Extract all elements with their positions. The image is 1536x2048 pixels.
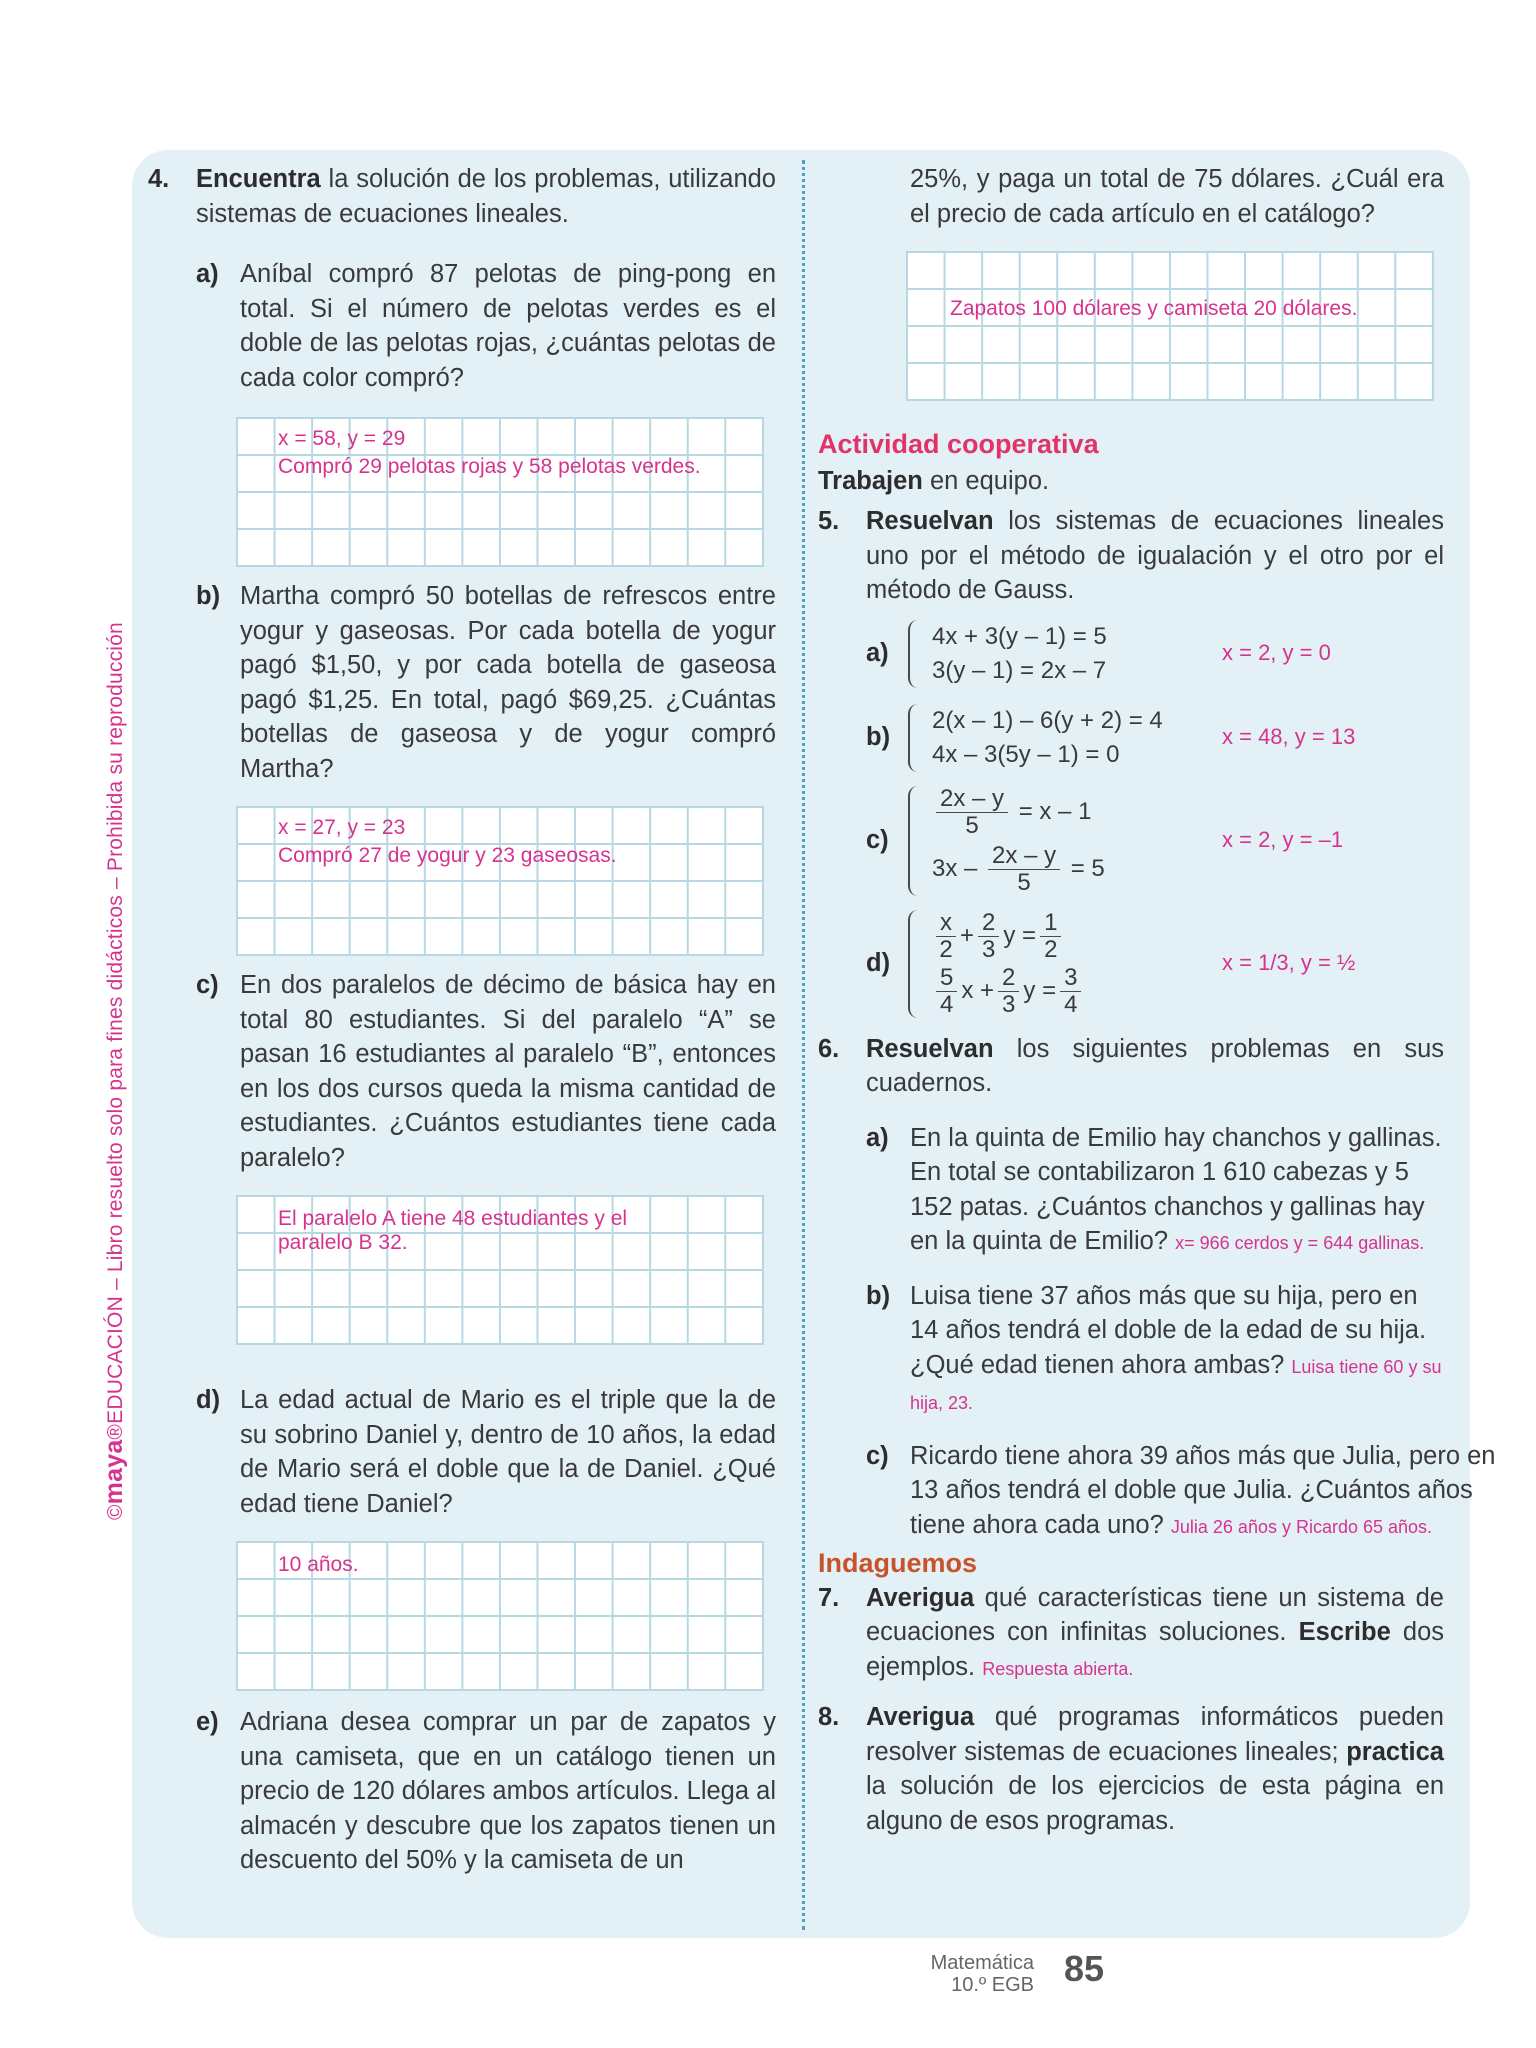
brace-icon	[908, 910, 920, 1018]
fraction: $\frac{1}{2}$	[1040, 910, 1061, 963]
answer-line: x = 27, y = 23	[278, 816, 406, 839]
system-answer: x = 1/3, y = ½	[1222, 950, 1356, 976]
problem-label: c)	[866, 1441, 889, 1470]
problem-text: Ricardo tiene ahora 39 años más que Julia, pero en 13 años tendrá el doble que Julia. ¿Cuántos años tiene ahora cada uno? Julia 26 años y Ricardo 65 años.	[910, 1441, 1496, 1539]
answer-grid-4a[interactable]	[236, 417, 764, 567]
problem-4d	[196, 1383, 776, 1521]
exercise-answer: Respuesta abierta.	[982, 1658, 1134, 1679]
problem-6c	[866, 1439, 1506, 1545]
problem-answer: Luisa tiene 60 y su hija, 23.	[910, 1356, 1442, 1413]
fraction: $\frac{5}{4}$	[936, 965, 957, 1018]
problem-text: Martha compró 50 botellas de refrescos entre yogur y gaseosas. Por cada botella de yogur pagó $1,50, y por cada botella de gaseosa pagó $1,25. En total, pagó $69,25. ¿Cuántas botellas de gaseosa y de yogur compró Martha?	[240, 582, 776, 783]
copyright-text: EDUCACIÓN – Libro resuelto solo para fines didácticos – Prohibida su reproducción	[104, 622, 127, 1424]
equation: 4x + 3(y – 1) = 5	[932, 622, 1107, 650]
fraction: $\frac{2x - y}{5}$	[936, 786, 1008, 839]
exercise-instruction: Resuelvan los sistemas de ecuaciones lineales uno por el método de igualación y el otro por el método de Gauss.	[866, 507, 1444, 604]
brace-icon	[908, 786, 920, 896]
cooperative-activity-heading: Actividad cooperativa	[818, 429, 1099, 459]
system-answer: x = 48, y = 13	[1222, 724, 1356, 750]
fraction: $\frac{x}{2}$	[936, 910, 956, 963]
copyright-symbol: ©	[104, 1504, 127, 1520]
answer-grid-4b[interactable]	[236, 806, 764, 956]
exercise-8	[818, 1700, 1444, 1838]
equation: 2(x – 1) – 6(y + 2) = 4	[932, 706, 1163, 734]
problem-4a	[196, 257, 776, 395]
system-label: d)	[866, 949, 891, 978]
exercise-instruction: Averigua qué programas informáticos pueden resolver sistemas de ecuaciones lineales; practica la solución de los ejercicios de esta página en alguno de esos programas.	[866, 1703, 1444, 1835]
answer-line: Zapatos 100 dólares y camiseta 20 dólares.	[950, 297, 1358, 320]
problem-text: Luisa tiene 37 años más que su hija, pero en 14 años tendrá el doble de la edad de su hija. ¿Qué edad tienen ahora ambas? Luisa tiene 60 y su hija, 23.	[910, 1281, 1442, 1413]
exercise-5	[818, 504, 1444, 608]
problem-answer: Julia 26 años y Ricardo 65 años.	[1170, 1516, 1433, 1537]
problem-label: c)	[196, 971, 219, 999]
system-label: a)	[866, 639, 889, 668]
problem-label: a)	[866, 1123, 889, 1152]
exercise-instruction: Resuelvan los siguientes problemas en sus cuadernos.	[866, 1034, 1444, 1097]
problem-text: Aníbal compró 87 pelotas de ping-pong en total. Si el número de pelotas verdes es el doble de las pelotas rojas, ¿cuántas pelotas de cada color compró?	[240, 260, 776, 392]
system-5d	[866, 910, 1444, 1018]
subject-name: Matemática	[930, 1952, 1034, 1974]
problem-text: En la quinta de Emilio hay chanchos y gallinas. En total se contabilizaron 1 610 cabezas y 5 152 patas. ¿Cuántos chanchos y gallinas hay en la quinta de Emilio? x= 966 cerdos y = 644 gallinas.	[910, 1123, 1442, 1255]
problem-text: 25%, y paga un total de 75 dólares. ¿Cuál era el precio de cada artículo en el catálogo?	[910, 165, 1444, 228]
system-answer: x = 2, y = 0	[1222, 640, 1331, 666]
answer-line: Compró 29 pelotas rojas y 58 pelotas verdes.	[278, 455, 701, 478]
brace-icon	[908, 620, 920, 688]
fraction: $\frac{2}{3}$	[978, 910, 999, 963]
exercise-number: 8.	[818, 1703, 840, 1731]
footer-subject	[931, 1952, 1034, 1996]
problem-4e-continued	[910, 162, 1444, 231]
page-number: 85	[1064, 1948, 1105, 1989]
problem-answer: x= 966 cerdos y = 644 gallinas.	[1175, 1233, 1425, 1253]
exercise-number: 4.	[148, 165, 170, 193]
copyright-side-text	[100, 520, 129, 1520]
fraction: $\frac{2x - y}{5}$	[988, 843, 1060, 896]
problem-text: La edad actual de Mario es el triple que la de su sobrino Daniel y, dentro de 10 años, la edad de Mario será el doble que la de Daniel. ¿Qué edad tiene Daniel?	[240, 1386, 776, 1518]
equation: 4x – 3(5y – 1) = 0	[932, 740, 1120, 768]
brace-icon	[908, 704, 920, 772]
right-column	[818, 162, 1496, 1838]
system-label: c)	[866, 826, 889, 855]
answer-line: paralelo B 32.	[278, 1231, 408, 1254]
problem-text: Adriana desea comprar un par de zapatos y una camiseta, que en un catálogo tienen un precio de 120 dólares ambos artículos. Llega al almacén y descubre que los zapatos tienen un descuento del 50% y la camiseta de un	[240, 1708, 776, 1874]
exercise-6	[818, 1032, 1444, 1101]
answer-line: Compró 27 de yogur y 23 gaseosas.	[278, 844, 617, 867]
system-5b	[866, 704, 1444, 772]
equation: $\frac{2x - y}{5}$ = x – 1	[932, 786, 1222, 839]
exercise-instruction: Averigua qué características tiene un sistema de ecuaciones con infinitas soluciones. Escribe dos ejemplos. Respuesta abierta.	[866, 1583, 1444, 1681]
problem-4b	[196, 579, 776, 786]
equation: 3x – $\frac{2x - y}{5}$ = 5	[932, 841, 1105, 896]
problem-label: a)	[196, 260, 219, 288]
exercise-instruction: Encuentra la solución de los problemas, utilizando sistemas de ecuaciones lineales.	[196, 165, 776, 228]
answer-grid-4e[interactable]	[906, 251, 1434, 401]
problem-label: d)	[196, 1386, 221, 1414]
equation: 3(y – 1) = 2x – 7	[932, 656, 1107, 684]
exercise-4	[148, 162, 776, 231]
cooperative-intro: Trabajen en equipo.	[818, 466, 1050, 495]
problem-text: En dos paralelos de décimo de básica hay en total 80 estudiantes. Si del paralelo “A” se pasan 16 estudiantes al paralelo “B”, entonces en los dos cursos queda la misma cantidad de estudiantes. ¿Cuántos estudiantes tiene cada paralelo?	[240, 971, 776, 1172]
equation: $\frac{x}{2}$ + $\frac{2}{3}$ y = $\frac{1}{2}$	[932, 910, 1222, 963]
problem-label: b)	[196, 582, 221, 610]
fraction: $\frac{2}{3}$	[998, 965, 1019, 1018]
answer-line: El paralelo A tiene 48 estudiantes y el	[278, 1207, 628, 1230]
column-divider	[802, 160, 805, 1930]
answer-grid-4c[interactable]	[236, 1195, 764, 1345]
problem-6b	[866, 1279, 1444, 1421]
problem-label: b)	[866, 1281, 891, 1310]
system-label: b)	[866, 723, 891, 752]
system-answer: x = 2, y = –1	[1222, 827, 1344, 853]
exercise-7	[818, 1581, 1444, 1687]
problem-4e	[196, 1705, 776, 1878]
exercise-number: 7.	[818, 1583, 840, 1612]
equation: $\frac{5}{4}$ x + $\frac{2}{3}$ y = $\frac{3}{4}$	[932, 965, 1222, 1018]
system-5a	[866, 620, 1444, 688]
problem-6a	[866, 1121, 1444, 1261]
answer-grid-4d[interactable]	[236, 1541, 764, 1691]
answer-line: 10 años.	[278, 1553, 359, 1576]
exercise-number: 5.	[818, 507, 840, 535]
registered-symbol: ®	[104, 1423, 127, 1440]
fraction: $\frac{3}{4}$	[1060, 965, 1081, 1018]
answer-line: x = 58, y = 29	[278, 427, 406, 450]
system-5c	[866, 786, 1444, 896]
grade-level: 10.º EGB	[951, 1974, 1034, 1996]
problem-label: e)	[196, 1708, 219, 1736]
left-column	[148, 162, 776, 1878]
problem-4c	[196, 968, 776, 1175]
brand-logo: maya	[100, 1439, 128, 1505]
exercise-number: 6.	[818, 1034, 840, 1063]
indaguemos-heading: Indaguemos	[818, 1548, 978, 1578]
